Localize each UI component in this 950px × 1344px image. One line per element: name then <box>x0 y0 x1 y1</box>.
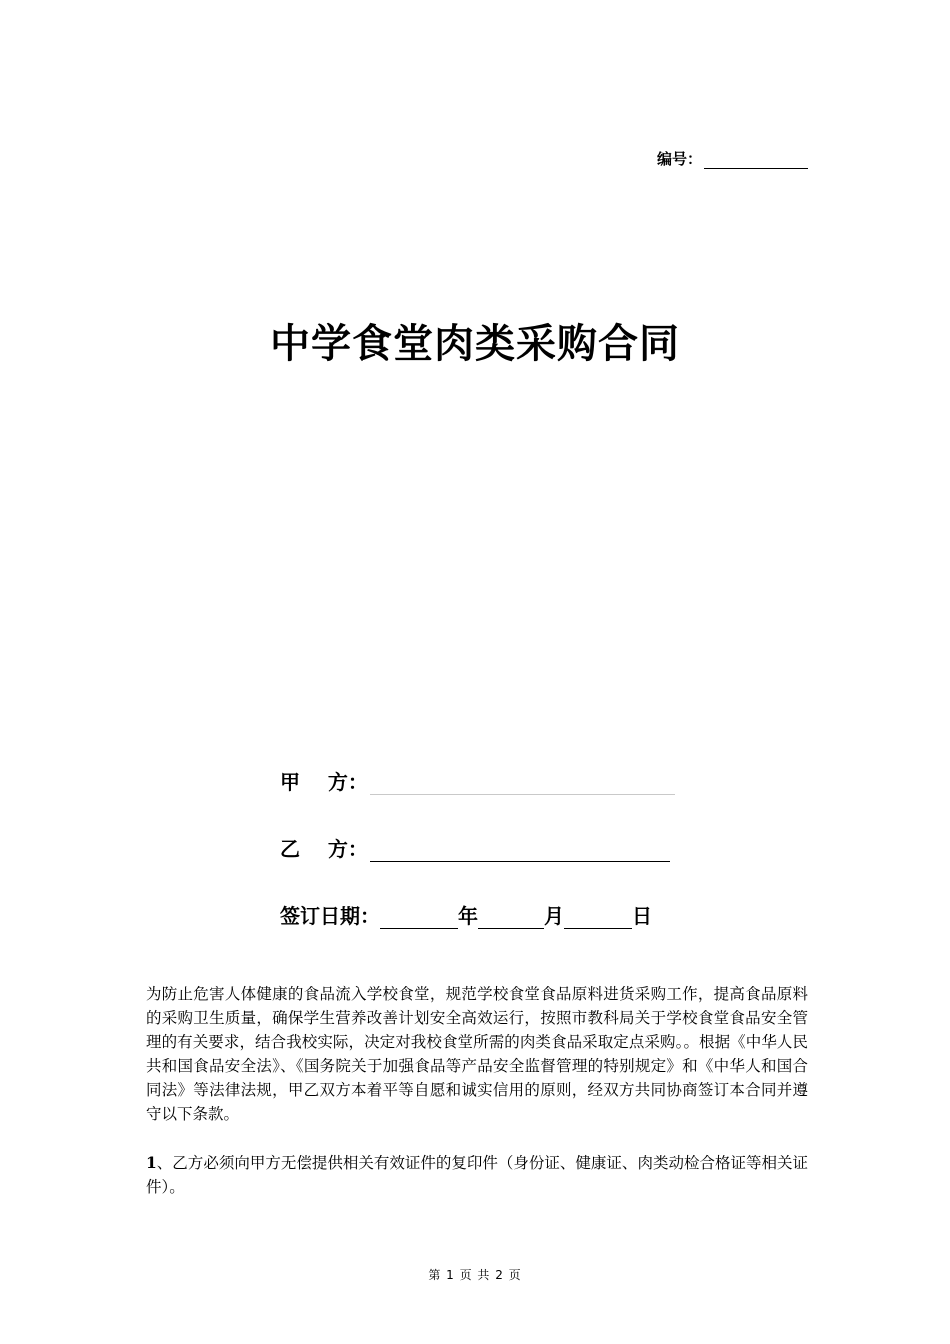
page-footer: 第 1 页 共 2 页 <box>428 1268 522 1282</box>
sign-date-label: 签订日期： <box>280 904 380 928</box>
serial-number <box>657 148 808 169</box>
year-label: 年 <box>458 904 478 928</box>
day-blank <box>564 906 632 929</box>
serial-label: 编号： <box>656 150 702 168</box>
clause-1-number: 1 <box>146 1153 157 1172</box>
document-title: 中学食堂肉类采购合同 <box>270 321 680 367</box>
day-label: 日 <box>632 904 652 928</box>
party-b-blank <box>370 839 670 862</box>
month-label: 月 <box>544 904 564 928</box>
party-b-label: 乙 方： <box>280 837 368 861</box>
party-a-row <box>280 766 675 795</box>
sign-date-row <box>280 900 652 929</box>
clause-1-paragraph <box>146 1151 808 1199</box>
clause-1-text: 、乙方必须向甲方无偿提供相关有效证件的复印件（身份证、健康证、肉类动检合格证等相关证件）。 <box>146 1154 808 1196</box>
preamble-paragraph: 为防止危害人体健康的食品流入学校食堂，规范学校食堂食品原料进货采购工作，提高食品原料的采购卫生质量，确保学生营养改善计划安全高效运行，按照市教科局关于学校食堂食品安全管理的有关要求，结合我校实际，决定对我校食堂所需的肉类食品采取定点采购。。根据《中华人民共和国食品安全法》、《国务院关于加强食品等产品安全监督管理的特别规定》和《中华人和国合同法》等法律法规，甲乙双方本着平等自愿和诚实信用的原则，经双方共同协商签订本合同并遵守以下条款。 <box>146 985 808 1123</box>
serial-blank <box>704 152 808 169</box>
month-blank <box>478 906 544 929</box>
party-b-row <box>280 833 670 862</box>
year-blank <box>380 906 458 929</box>
party-a-label: 甲 方： <box>280 770 368 794</box>
party-a-blank <box>370 772 675 795</box>
